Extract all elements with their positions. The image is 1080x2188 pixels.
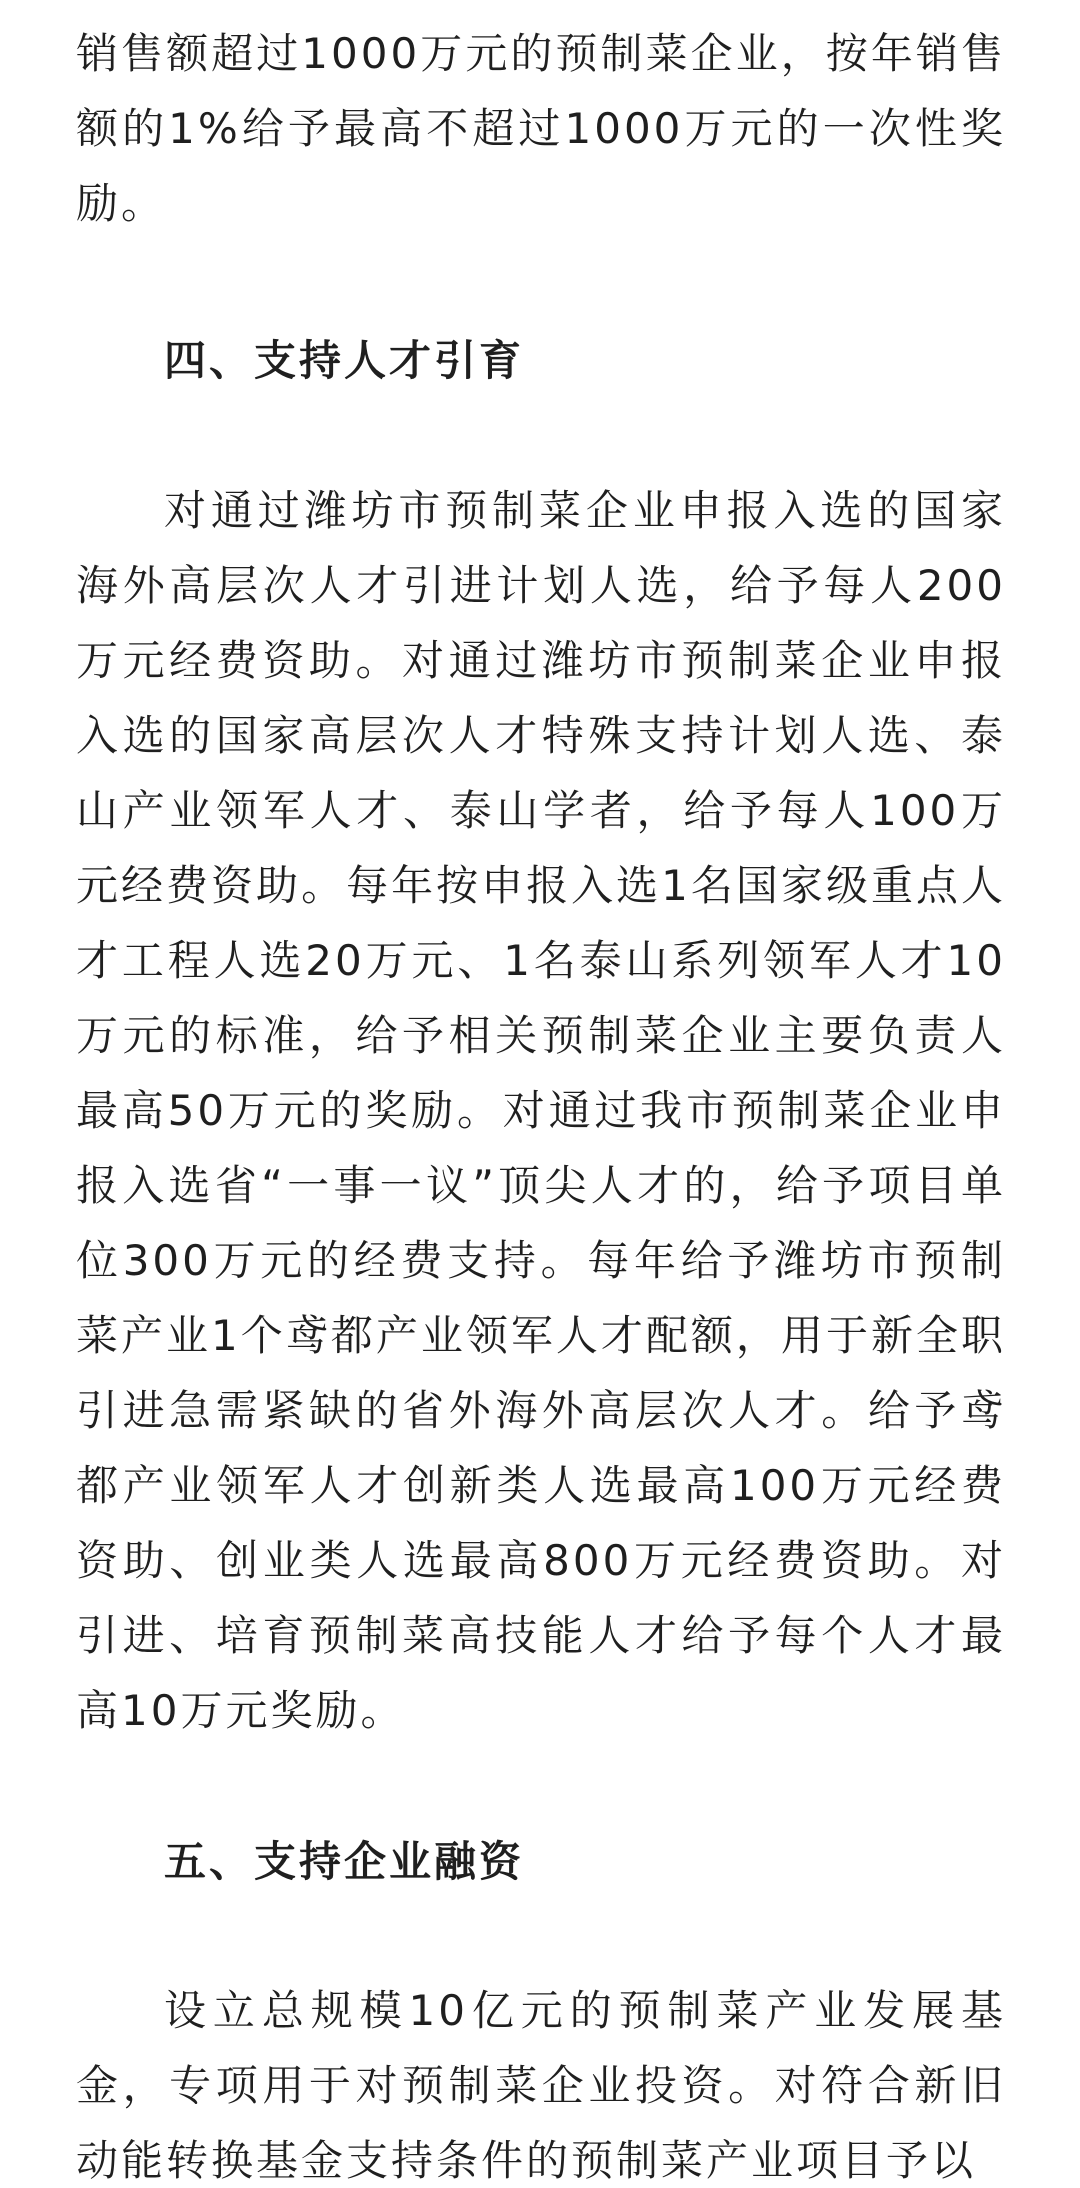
section-5-heading: 五、支持企业融资 <box>164 1837 525 1886</box>
intro-paragraph-tail: 销售额超过1000万元的预制菜企业，按年销售额的1%给予最高不超过1000万元的一次性奖励。 <box>76 29 1006 228</box>
section-4-heading: 四、支持人才引育 <box>164 336 525 385</box>
section-5-paragraph: 设立总规模10亿元的预制菜产业发展基金，专项用于对预制菜企业投资。对符合新旧动能转换基金支持条件的预制菜产业项目予以 <box>76 1986 1006 2185</box>
section-4-paragraph: 对通过潍坊市预制菜企业申报入选的国家海外高层次人才引进计划人选，给予每人200万元经费资助。对通过潍坊市预制菜企业申报入选的国家高层次人才特殊支持计划人选、泰山产业领军人才、泰山学者，给予每人100万元经费资助。每年按申报入选1名国家级重点人才工程人选20万元、1名泰山系列领军人才10万元的标准，给予相关预制菜企业主要负责人最高50万元的奖励。对通过我市预制菜企业申报入选省“一事一议”顶尖人才的，给予项目单位300万元的经费支持。每年给予潍坊市预制菜产业1个鸢都产业领军人才配额，用于新全职引进急需紧缺的省外海外高层次人才。给予鸢都产业领军人才创新类人选最高100万元经费资助、创业类人选最高800万元经费资助。对引进、培育预制菜高技能人才给予每个人才最高10万元奖励。 <box>76 486 1006 1735</box>
